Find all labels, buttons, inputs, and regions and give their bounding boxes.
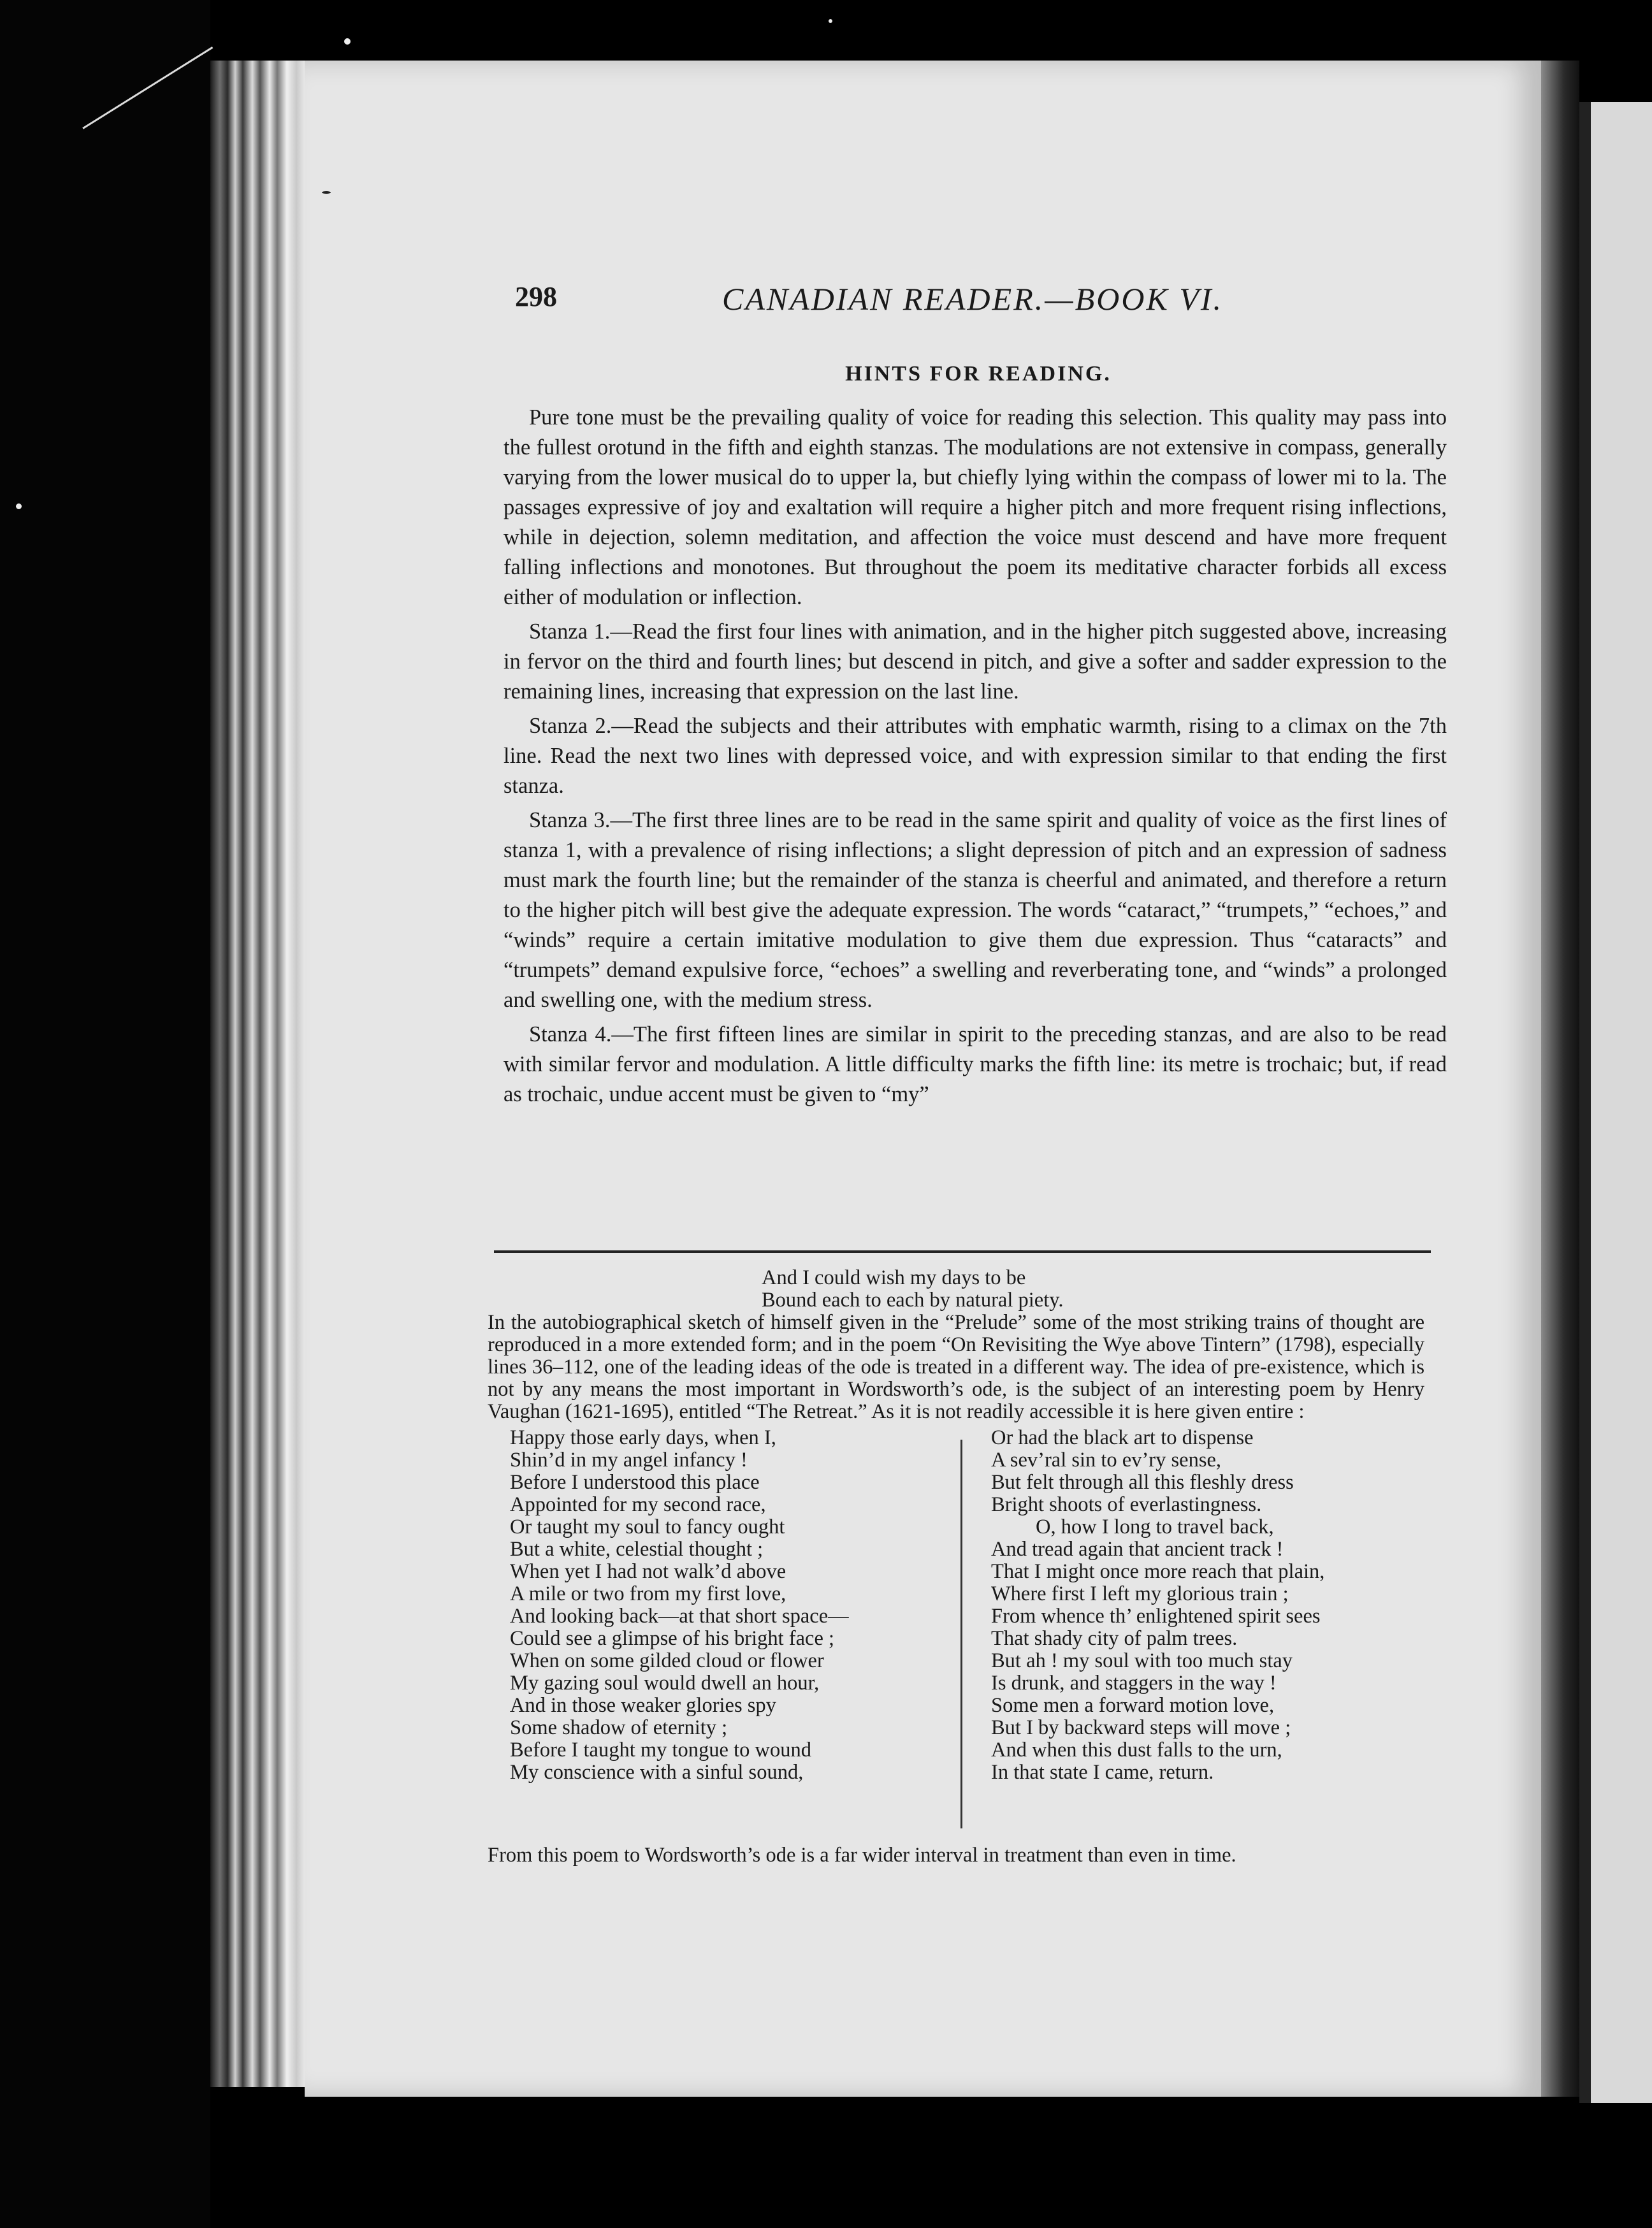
poem-line: My conscience with a sinful sound, bbox=[510, 1761, 804, 1784]
poem-line: Appointed for my second race, bbox=[510, 1493, 766, 1516]
poem-line: Shin’d in my angel infancy ! bbox=[510, 1449, 748, 1472]
poem-line: And tread again that ancient track ! bbox=[991, 1538, 1284, 1561]
poem-line: In that state I came, return. bbox=[991, 1761, 1214, 1784]
quoted-line: And I could wish my days to be bbox=[762, 1266, 1026, 1289]
quoted-lines bbox=[762, 1267, 1424, 1312]
footnote-divider bbox=[494, 1250, 1431, 1253]
poem-line: But a white, celestial thought ; bbox=[510, 1538, 764, 1561]
hints-paragraph: Pure tone must be the prevailing quality of voice for reading this selection. This quality may pass into the fullest orotund in the fifth and eighth stanzas. The modulations are not extensive in compass, generally varying from the lower musical do to upper la, but chiefly lying within the compass of lower mi to la. The passages expressive of joy and exaltation will require a higher pitch and more frequent rising inflections, while in dejection, solemn meditation, and affection the voice must descend and have more frequent falling inflections and monotones. But throughout the poem its meditative character forbids all excess either of modulation or inflection. bbox=[504, 405, 1447, 609]
poem-line: But felt through all this fleshly dress bbox=[991, 1471, 1294, 1494]
poem-right-column bbox=[991, 1427, 1431, 1784]
poem-line: Or taught my soul to fancy ought bbox=[510, 1515, 785, 1538]
page-header bbox=[515, 280, 1280, 331]
poem-line: When on some gilded cloud or flower bbox=[510, 1649, 824, 1672]
poem-line: Before I taught my tongue to wound bbox=[510, 1739, 811, 1761]
poem-left-column bbox=[510, 1427, 899, 1784]
page-number: 298 bbox=[515, 281, 557, 312]
poem-line: And when this dust falls to the urn, bbox=[991, 1739, 1282, 1761]
poem-line: And looking back—at that short space— bbox=[510, 1605, 849, 1628]
poem-line: Bright shoots of everlastingness. bbox=[991, 1493, 1262, 1516]
poem-line: And in those weaker glories spy bbox=[510, 1694, 776, 1717]
poem-line: But ah ! my soul with too much stay bbox=[991, 1649, 1293, 1672]
hints-paragraph: Stanza 1.—Read the first four lines with animation, and in the higher pitch suggested above, increasing in fervor on the third and fourth lines; but descend in pitch, and give a softer and sadder expression to the remaining lines, increasing that expression on the last line. bbox=[504, 619, 1447, 704]
poem-line: From whence th’ enlightened spirit sees bbox=[991, 1605, 1321, 1628]
poem-line: That I might once more reach that plain, bbox=[991, 1560, 1325, 1583]
quoted-line: Bound each to each by natural piety. bbox=[762, 1289, 1064, 1312]
poem-line: Where first I left my glorious train ; bbox=[991, 1582, 1289, 1605]
footnote bbox=[488, 1267, 1424, 1867]
hints-paragraph: Stanza 4.—The first fifteen lines are similar in spirit to the preceding stanzas, and are also to be read with similar fervor and modulation. A little difficulty marks the fifth line: its metre is trochaic; but, if read as trochaic, undue accent must be given to “my” bbox=[504, 1022, 1447, 1106]
page-gutter bbox=[1541, 61, 1579, 2097]
scan-speck bbox=[322, 191, 331, 194]
poem-column-rule bbox=[960, 1440, 962, 1828]
poem-line: A mile or two from my first love, bbox=[510, 1582, 786, 1605]
page-edges bbox=[210, 61, 306, 2087]
hints-body bbox=[504, 403, 1447, 1114]
hints-paragraph: Stanza 3.—The first three lines are to be read in the same spirit and quality of voice as the first lines of stanza 1, with a prevalence of rising inflections; a slight depression of pitch and an expression of sadness must mark the fourth line; but the remainder of the stanza is cheerful and animated, and therefore a return to the higher pitch will best give the adequate expression. The words “cataract,” “trumpets,” “echoes,” and “winds” require a certain imitative modulation to give them due expression. Thus “cataracts” and “trumpets” demand expulsive force, “echoes” a swelling and reverberating tone, and “winds” a prolonged and swelling one, with the medium stress. bbox=[504, 808, 1447, 1012]
poem-line: Before I understood this place bbox=[510, 1471, 760, 1494]
poem-line: But I by backward steps will move ; bbox=[991, 1716, 1291, 1739]
footnote-closing: From this poem to Wordsworth’s ode is a far wider interval in treatment than even in time. bbox=[488, 1844, 1236, 1867]
poem-line: Some men a forward motion love, bbox=[991, 1694, 1275, 1717]
poem-line: Or had the black art to dispense bbox=[991, 1426, 1254, 1449]
facing-page-shadow bbox=[1579, 102, 1591, 2103]
running-head: CANADIAN READER.—BOOK VI. bbox=[722, 281, 1224, 317]
scan-speck bbox=[829, 19, 832, 23]
poem-line: Happy those early days, when I, bbox=[510, 1426, 776, 1449]
hints-paragraph: Stanza 2.—Read the subjects and their attributes with emphatic warmth, rising to a climax on the 7th line. Read the next two lines with depressed voice, and with expression similar to that ending the first stanza. bbox=[504, 714, 1447, 798]
poem-line: That shady city of palm trees. bbox=[991, 1627, 1238, 1650]
section-title: HINTS FOR READING. bbox=[845, 362, 1112, 386]
footnote-intro: In the autobiographical sketch of himself given in the “Prelude” some of the most striking trains of thought are reproduced in a more extended form; and in the poem “On Revisiting the Wye above Tintern” (1798), especially lines 36–112, one of the leading ideas of the ode is treated in a different way. The idea of pre-existence, which is not by any means the most important in Wordsworth’s ode, is the subject of an interesting poem by Henry Vaughan (1621-1695), entitled “The Retreat.” As it is not readily accessible it is here given entire : bbox=[488, 1311, 1424, 1423]
poem-line: When yet I had not walk’d above bbox=[510, 1560, 786, 1583]
poem-line: O, how I long to travel back, bbox=[1036, 1515, 1274, 1538]
poem-line: Could see a glimpse of his bright face ; bbox=[510, 1627, 835, 1650]
poem-line: Is drunk, and staggers in the way ! bbox=[991, 1672, 1277, 1695]
scan-speck bbox=[16, 503, 22, 509]
poem-line: Some shadow of eternity ; bbox=[510, 1716, 728, 1739]
poem-line: My gazing soul would dwell an hour, bbox=[510, 1672, 820, 1695]
poem-retreat bbox=[488, 1427, 1424, 1844]
poem-line: A sev’ral sin to ev’ry sense, bbox=[991, 1449, 1222, 1472]
scan-speck bbox=[344, 38, 351, 45]
book-spine bbox=[0, 0, 210, 2228]
